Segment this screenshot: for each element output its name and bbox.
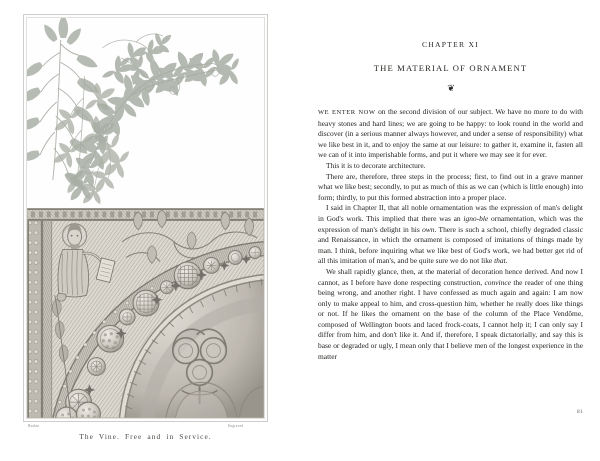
page-number: 81 bbox=[577, 409, 583, 415]
text-run: . There is such a school, chiefly degraded classic and Renaissance, in which the ornament is composed of imitations of things made by man. I think, before inquiring what we like best of God's work, we had better get rid of all this imitation of man's, and be quite sure we do not like bbox=[318, 224, 583, 266]
plate-caption: The Vine. Free and in Service. bbox=[79, 432, 212, 441]
body-copy bbox=[318, 107, 583, 362]
paragraph-4 bbox=[318, 203, 583, 267]
paragraph-1-text: on the second division of our subject. We have no more to do with heavy stones and hard lines; we are going to be happy: to look round in the world and discover (in a serious manner always however, and under a sense of responsibility) what we like best in it, and to enjoy the same at our leisure: to gather it, examine it, fasten all we can of it into imperishable forms, and put it where we may see it for ever. bbox=[318, 107, 583, 160]
paragraph-5 bbox=[318, 267, 583, 362]
chapter-number: CHAPTER XI bbox=[421, 40, 479, 49]
vine-botanical-drawing bbox=[27, 18, 264, 208]
italic-run: own bbox=[422, 224, 435, 234]
lead-smallcaps: WE ENTER NOW bbox=[318, 109, 376, 116]
italic-run: igno-ble bbox=[463, 213, 489, 223]
illustration-plate-frame bbox=[23, 14, 268, 422]
text-run: ornamentation, which was the expression of man's delight in his bbox=[318, 213, 583, 234]
italic-run: that bbox=[494, 256, 506, 266]
chapter-title: THE MATERIAL OF ORNAMENT bbox=[373, 63, 528, 73]
plate-signature-right: Engraved bbox=[228, 424, 244, 428]
right-page bbox=[300, 0, 600, 461]
paragraph-3: There are, therefore, three steps in the process; first, to find out in a grave manner what we like best; secondly, to put as much of this as we can (which is little enough) into form; thirdly, to put this formed abstraction into a proper place. bbox=[318, 171, 583, 202]
text-block bbox=[318, 40, 583, 362]
paragraph-2: This it is to decorate architecture. bbox=[326, 160, 426, 170]
paragraph-1 bbox=[318, 107, 583, 161]
text-run: . bbox=[505, 256, 508, 266]
section-ornament-icon: ❦ bbox=[447, 84, 454, 94]
plate-signature-left: Ruskin bbox=[28, 424, 40, 428]
text-run: the reader of one thing being wrong, and another right. I have confessed as much again and again: I am now only to make appeal to him, and cross-question him, whether he really does like things or not. If he likes the ornament on the base of the column of the Place Vendôme, composed of Wellington boots and laced frock-coats, I cannot help it; I can only say I differ from him, and don't like it. And if, therefore, I speak dictatorially, and say this is base or degraded or ugly, I mean only that I believe men of the longest experience in the matter bbox=[318, 277, 583, 361]
illustration-plate-inner bbox=[26, 17, 265, 419]
italic-run: convince bbox=[484, 277, 511, 287]
text-run: I said in Chapter II, that all noble ornamentation was the expression of man's delight in God's work. This implied that there was an bbox=[318, 203, 583, 223]
text-run: We shall rapidly glance, then, at the material of decoration hence derived. And now I cannot, as I before have done respecting construction, bbox=[318, 266, 583, 287]
gothic-archivolt-engraving bbox=[27, 208, 264, 418]
